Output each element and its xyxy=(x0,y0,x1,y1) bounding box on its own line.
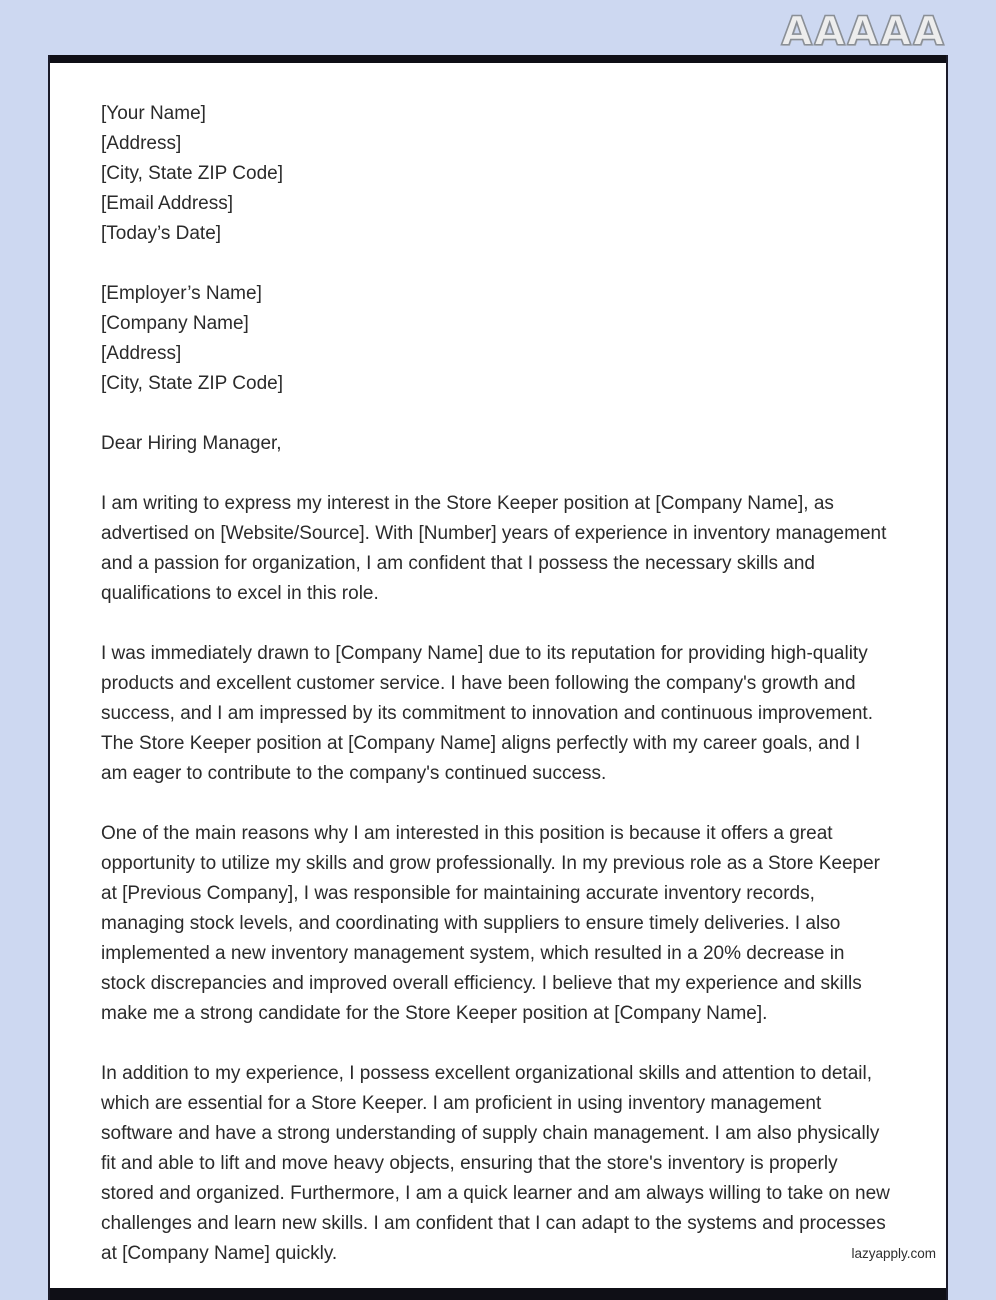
sender-line-email: [Email Address] xyxy=(101,193,233,214)
letter-page xyxy=(48,55,948,1300)
sender-line-date: [Today’s Date] xyxy=(101,223,222,244)
page-bottom-bar xyxy=(50,1288,946,1300)
body-paragraph-3: One of the main reasons why I am interested in this position is because it offers a great opportunity to utilize my skills and grow professionally. In my previous role as a Store Keeper at [Previous Company], I was responsible for maintaining accurate inventory records, managing stock levels, and coordinating with suppliers to ensure timely deliveries. I also implemented a new inventory management system, which resulted in a 20% decrease in stock discrepancies and improved overall efficiency. I believe that my experience and skills make me a strong candidate for the Store Keeper position at [Company Name]. xyxy=(101,823,881,1024)
recipient-line-company: [Company Name] xyxy=(101,313,249,334)
body-paragraph-2: I was immediately drawn to [Company Name] due to its reputation for providing high-quality products and excellent customer service. I have been following the company's growth and success, and I am impressed by its commitment to innovation and continuous improvement. The Store Keeper position at [Company Name] aligns perfectly with my career goals, and I am eager to contribute to the company's continued success. xyxy=(101,643,873,784)
recipient-block xyxy=(101,279,891,399)
sender-line-address: [Address] xyxy=(101,133,182,154)
watermark-link: lazyapply.com xyxy=(851,1246,936,1261)
sender-line-name: [Your Name] xyxy=(101,103,206,124)
letter-content xyxy=(101,99,891,1299)
page-top-bar xyxy=(50,55,946,63)
recipient-line-employer: [Employer’s Name] xyxy=(101,283,262,304)
brand-logo: AAAAA xyxy=(781,9,946,55)
salutation: Dear Hiring Manager, xyxy=(101,433,282,454)
recipient-line-city: [City, State ZIP Code] xyxy=(101,373,283,394)
body-paragraph-1: I am writing to express my interest in the Store Keeper position at [Company Name], as advertised on [Website/Source]. With [Number] years of experience in inventory management and a passion for organization, I am confident that I possess the necessary skills and qualifications to excel in this role. xyxy=(101,493,887,604)
sender-block xyxy=(101,99,891,249)
recipient-line-address: [Address] xyxy=(101,343,182,364)
body-paragraph-4: In addition to my experience, I possess excellent organizational skills and attention to detail, which are essential for a Store Keeper. I am proficient in using inventory management software and have a strong understanding of supply chain management. I am also physically fit and able to lift and move heavy objects, ensuring that the store's inventory is properly stored and organized. Furthermore, I am a quick learner and am always willing to take on new challenges and learn new skills. I am confident that I can adapt to the systems and processes at [Company Name] quickly. xyxy=(101,1063,890,1264)
sender-line-city: [City, State ZIP Code] xyxy=(101,163,283,184)
